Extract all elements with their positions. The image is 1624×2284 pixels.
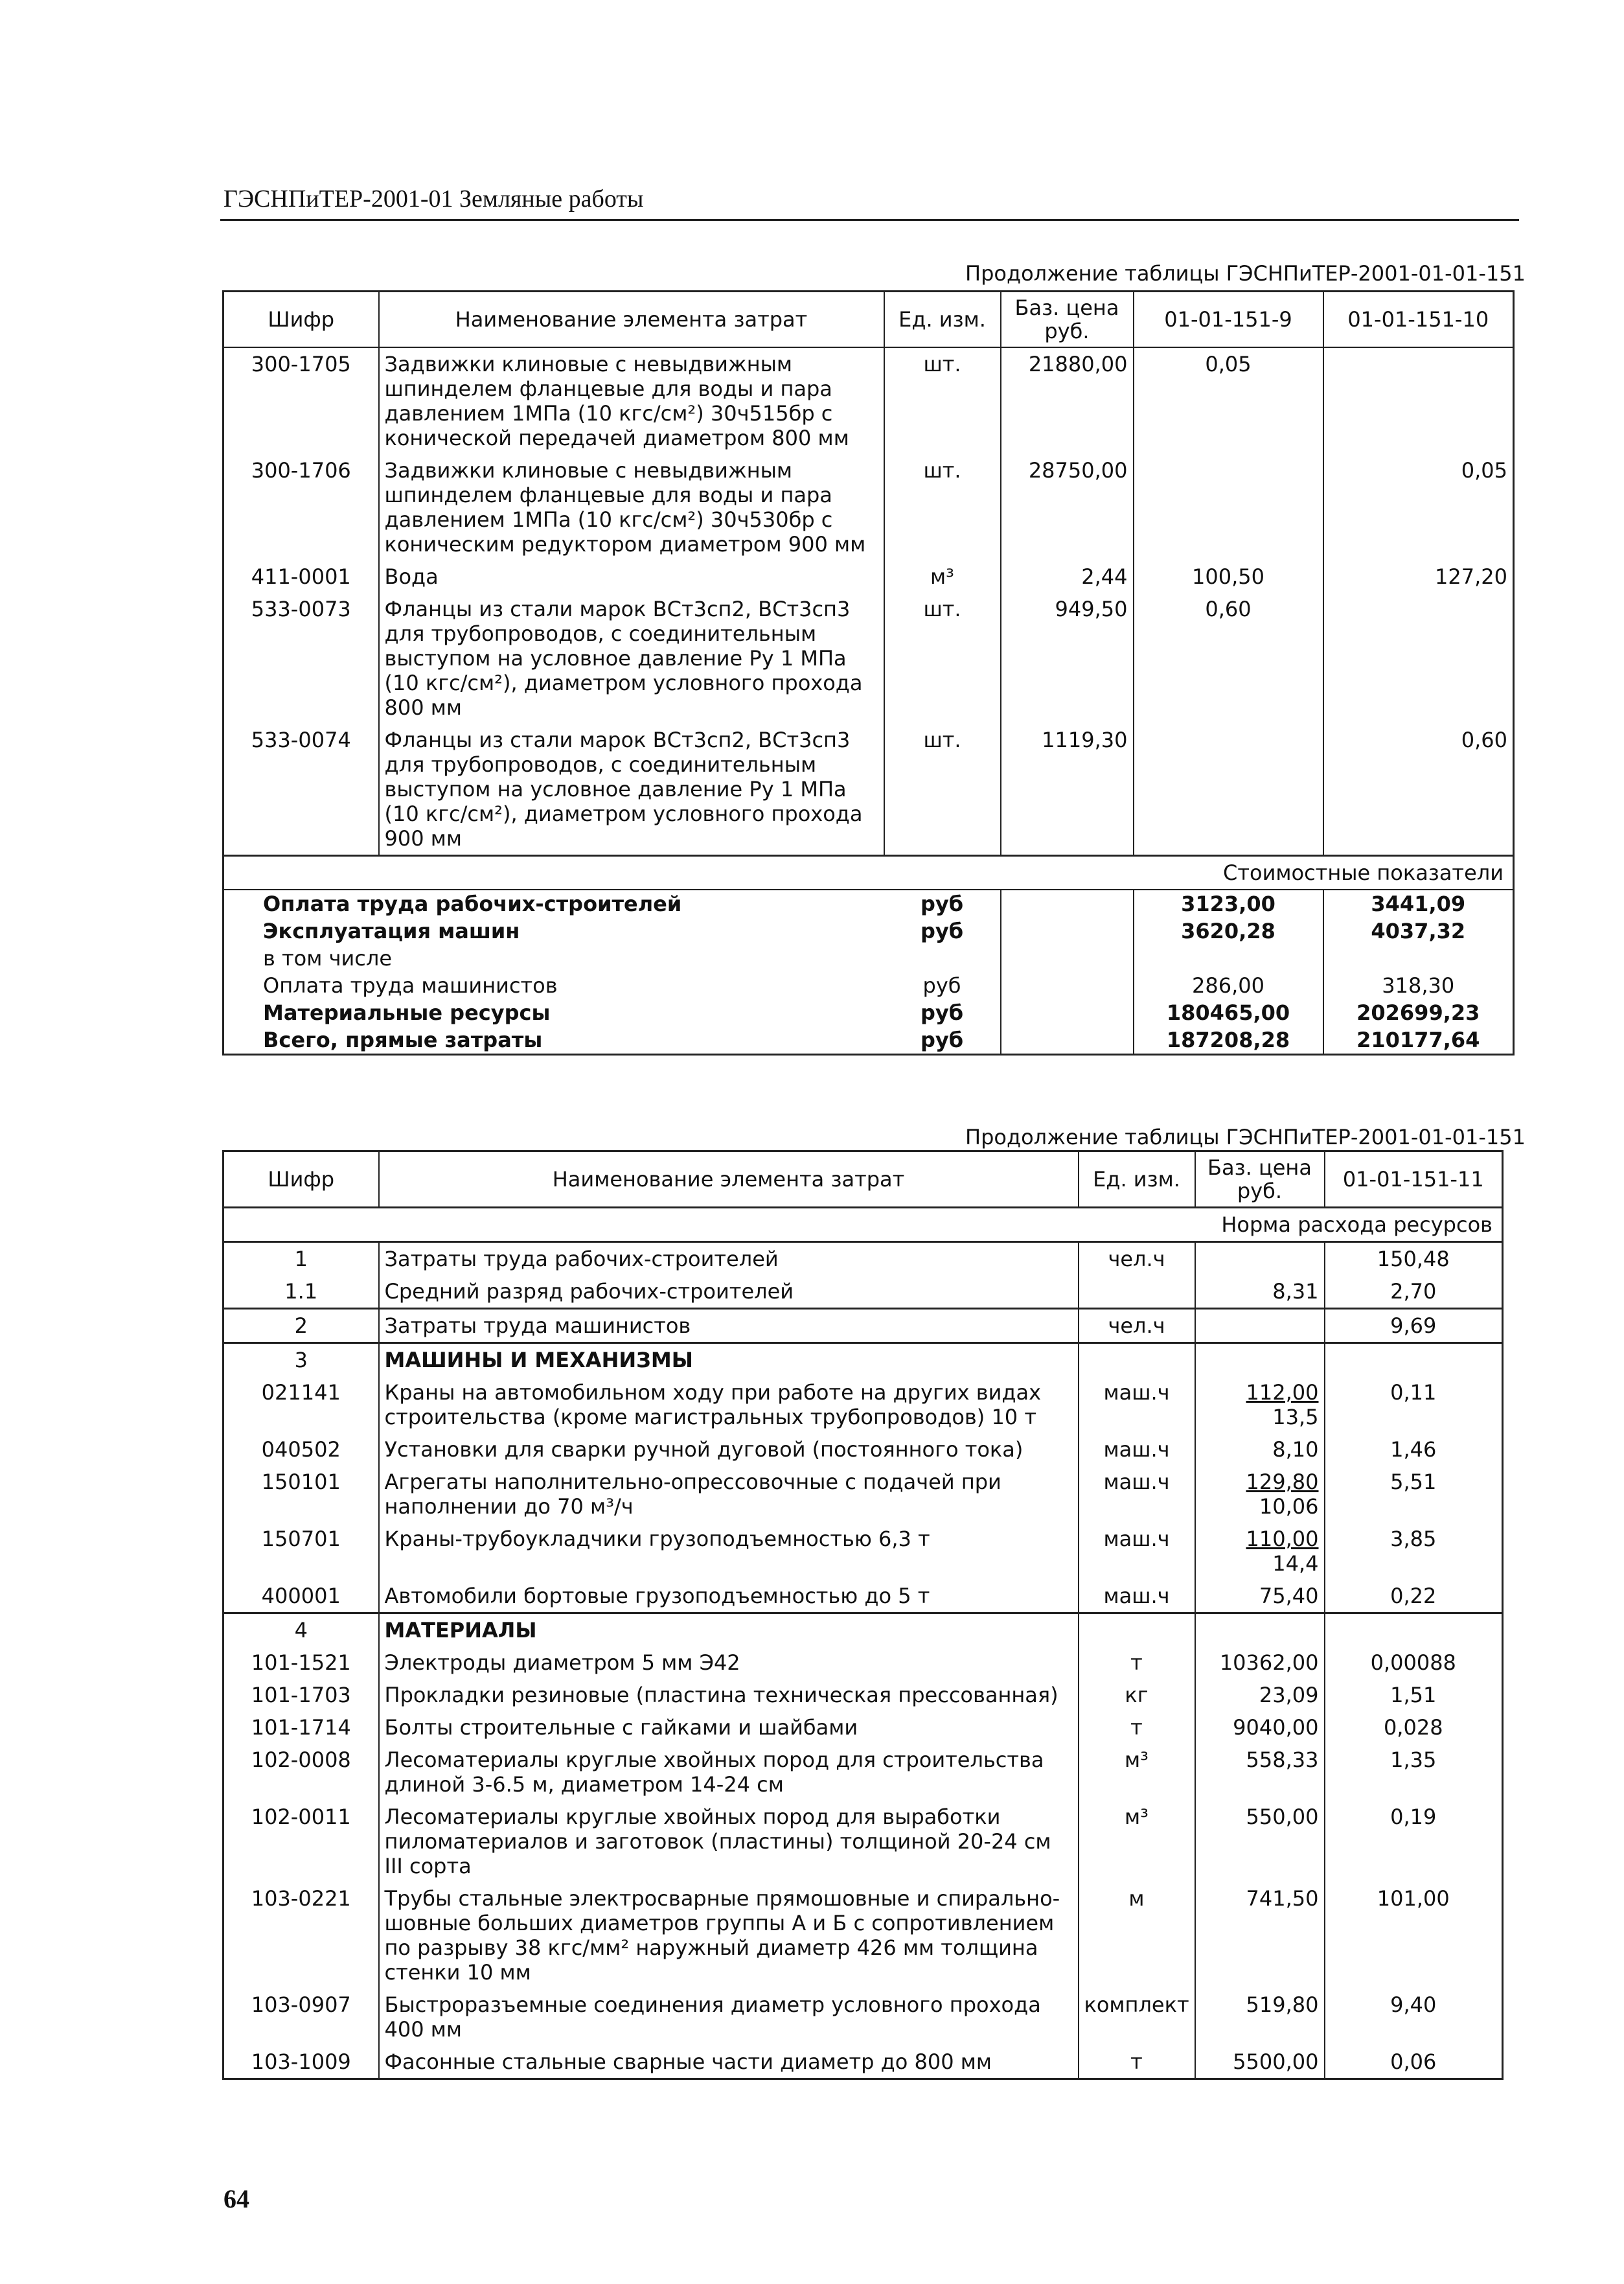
norm-value-11: 9,69	[1325, 1309, 1503, 1343]
table-row	[223, 1882, 1503, 1989]
resource-price-cell	[1195, 1466, 1325, 1523]
resource-code: 103-1009	[251, 2049, 351, 2074]
summary-unit: руб	[920, 1028, 964, 1052]
resource-code: 4	[223, 1613, 379, 1647]
table1-header-row	[223, 292, 1514, 348]
resource-name: МАТЕРИАЛЫ	[379, 1613, 1079, 1647]
resource-name: Лесоматериалы круглые хвойных пород для строительства длиной 3-6.5 м, диаметром 14-24 см	[379, 1744, 1079, 1801]
resource-price-secondary: 14,4	[1272, 1551, 1319, 1576]
resource-unit: маш.ч	[1079, 1523, 1195, 1580]
resource-price: 28750,00	[1001, 454, 1134, 560]
resource-unit: м	[1079, 1882, 1195, 1989]
summary-row	[223, 972, 1514, 999]
summary-value-10: 318,30	[1323, 972, 1514, 999]
norm-value-10: 0,05	[1323, 454, 1514, 560]
resource-name: Болты строительные с гайками и шайбами	[379, 1711, 1079, 1744]
summary-value-10: 4037,32	[1323, 917, 1514, 945]
norm-value-10	[1323, 347, 1514, 454]
table-row	[223, 1711, 1503, 1744]
table-row	[223, 724, 1514, 856]
col-header-unit: Ед. изм.	[884, 292, 1001, 348]
summary-unit: руб	[920, 892, 964, 916]
norm-value-10: 0,60	[1323, 724, 1514, 856]
norm-value-11: 0,22	[1325, 1580, 1503, 1613]
resource-name: Трубы стальные электросварные прямошовные и спирально-шовные больших диаметров группы А и Б с сопротивлением по разрыву 38 кгс/мм² наружный диаметр 426 мм толщина стенки 10 мм	[379, 1882, 1079, 1989]
resource-price: 110,00	[1246, 1527, 1319, 1551]
resource-price: 75,40	[1259, 1584, 1319, 1608]
summary-value-9: 3620,28	[1134, 917, 1323, 945]
resource-code: 150701	[261, 1527, 341, 1551]
summary-value-9: 286,00	[1134, 972, 1323, 999]
resource-price: 21880,00	[1001, 347, 1134, 454]
table-row	[223, 1275, 1503, 1309]
resource-unit: маш.ч	[1079, 1580, 1195, 1613]
resource-unit: т	[1079, 2046, 1195, 2079]
resource-price: 2,44	[1001, 560, 1134, 593]
resource-name: Лесоматериалы круглые хвойных пород для выработки пиломатериалов и заготовок (пластины) толщиной 20-24 см III сорта	[379, 1801, 1079, 1882]
resource-name: Установки для сварки ручной дуговой (постоянного тока)	[379, 1433, 1079, 1466]
resource-price: 949,50	[1001, 593, 1134, 724]
summary-unit: руб	[920, 919, 964, 943]
resource-price: 9040,00	[1233, 1715, 1319, 1740]
table-row	[223, 347, 1514, 454]
summary-empty	[1001, 1026, 1134, 1055]
resource-code: 040502	[261, 1437, 341, 1462]
norm-value-11: 0,11	[1325, 1376, 1503, 1433]
resource-code: 533-0073	[251, 597, 351, 621]
summary-value-10: 202699,23	[1323, 999, 1514, 1026]
table-row	[223, 1613, 1503, 1647]
summary-empty	[1001, 890, 1134, 917]
summary-row	[223, 890, 1514, 917]
cost-indicators-header-row	[223, 856, 1514, 890]
resource-name: Быстроразъемные соединения диаметр условного прохода 400 мм	[379, 1989, 1079, 2046]
resource-code: 300-1706	[251, 458, 351, 483]
norm-value-11: 0,06	[1325, 2046, 1503, 2079]
norm-value-11: 101,00	[1325, 1882, 1503, 1989]
resource-price-cell	[1195, 1309, 1325, 1343]
col-header-norm-10: 01-01-151-10	[1323, 292, 1514, 348]
resource-unit: маш.ч	[1079, 1466, 1195, 1523]
norm-value-11	[1325, 1613, 1503, 1647]
running-header: ГЭСНПиТЕР-2001-01 Земляные работы	[223, 185, 644, 213]
resource-name: Фланцы из стали марок ВСт3сп2, ВСт3сп3 для трубопроводов, с соединительным выступом на условное давление Ру 1 МПа (10 кгс/см²), диаметром условного прохода 900 мм	[379, 724, 884, 856]
col-header-unit: Ед. изм.	[1079, 1151, 1195, 1208]
resource-price-cell	[1195, 1580, 1325, 1613]
resource-name: Краны-трубоукладчики грузоподъемностью 6,3 т	[379, 1523, 1079, 1580]
resource-price: 8,31	[1272, 1279, 1319, 1304]
norm-value-9	[1134, 454, 1323, 560]
table2-body	[223, 1208, 1503, 2079]
resource-name: Автомобили бортовые грузоподъемностью до 5 т	[379, 1580, 1079, 1613]
resource-unit: комплект	[1079, 1989, 1195, 2046]
norm-value-11: 150,48	[1325, 1242, 1503, 1276]
col-header-price: Баз. цена руб.	[1001, 292, 1134, 348]
norm-value-11: 1,35	[1325, 1744, 1503, 1801]
norm-header-row	[223, 1208, 1503, 1242]
resource-price: 550,00	[1246, 1805, 1319, 1829]
table-row	[223, 1580, 1503, 1613]
table-row	[223, 1989, 1503, 2046]
col-header-norm-9: 01-01-151-9	[1134, 292, 1323, 348]
resource-price: 1119,30	[1001, 724, 1134, 856]
norm-value-9: 0,05	[1134, 347, 1323, 454]
summary-label: Материальные ресурсы	[263, 1000, 551, 1025]
summary-label: в том числе	[263, 946, 392, 971]
summary-empty	[1001, 999, 1134, 1026]
col-header-code: Шифр	[223, 292, 379, 348]
norm-value-9: 100,50	[1134, 560, 1323, 593]
col-header-name: Наименование элемента затрат	[379, 292, 884, 348]
summary-label: Оплата труда рабочих-строителей	[263, 892, 682, 916]
norm-value-11: 0,00088	[1325, 1646, 1503, 1679]
summary-label: Оплата труда машинистов	[263, 973, 558, 998]
summary-row	[223, 945, 1514, 972]
resource-unit: чел.ч	[1079, 1309, 1195, 1343]
resource-unit: шт.	[884, 347, 1001, 454]
resource-name: Фланцы из стали марок ВСт3сп2, ВСт3сп3 для трубопроводов, с соединительным выступом на условное давление Ру 1 МПа (10 кгс/см²), диаметром условного прохода 800 мм	[379, 593, 884, 724]
resource-price: 519,80	[1246, 1992, 1319, 2017]
resource-price-cell	[1195, 1376, 1325, 1433]
resource-unit: шт.	[884, 593, 1001, 724]
table-row	[223, 1376, 1503, 1433]
resource-unit: шт.	[884, 724, 1001, 856]
table-row	[223, 2046, 1503, 2079]
table1-body	[223, 347, 1514, 1055]
page-number: 64	[223, 2184, 249, 2213]
summary-value-10: 3441,09	[1323, 890, 1514, 917]
summary-row	[223, 1026, 1514, 1055]
resource-name: Агрегаты наполнительно-опрессовочные с подачей при наполнении до 70 м³/ч	[379, 1466, 1079, 1523]
resource-unit: м³	[1079, 1801, 1195, 1882]
resource-name: Прокладки резиновые (пластина техническая прессованная)	[379, 1679, 1079, 1711]
norm-value-11: 2,70	[1325, 1275, 1503, 1309]
resource-price-cell	[1195, 1801, 1325, 1882]
resource-code: 101-1714	[251, 1715, 351, 1740]
resource-price: 558,33	[1246, 1748, 1319, 1772]
summary-label: Всего, прямые затраты	[263, 1028, 543, 1052]
resource-unit: т	[1079, 1646, 1195, 1679]
resource-price: 112,00	[1246, 1380, 1319, 1405]
resource-code: 102-0011	[251, 1805, 351, 1829]
resource-unit	[1079, 1343, 1195, 1377]
norm-header: Норма расхода ресурсов	[223, 1208, 1503, 1242]
resource-code: 102-0008	[251, 1748, 351, 1772]
resource-price-cell	[1195, 1613, 1325, 1647]
resource-unit: маш.ч	[1079, 1376, 1195, 1433]
resource-table-2	[222, 1150, 1504, 2080]
resource-code: 1.1	[284, 1279, 318, 1304]
table-row	[223, 1801, 1503, 1882]
resource-code: 150101	[261, 1470, 341, 1494]
table-row	[223, 1679, 1503, 1711]
norm-value-10: 127,20	[1323, 560, 1514, 593]
resource-name: Задвижки клиновые с невыдвижным шпинделем фланцевые для воды и пара давлением 1МПа (10 кгс/см²) 30ч530бр с коническим редуктором диаметром 900 мм	[379, 454, 884, 560]
resource-price-secondary: 13,5	[1272, 1405, 1319, 1429]
summary-value-9: 187208,28	[1134, 1026, 1323, 1055]
resource-unit: м³	[884, 560, 1001, 593]
resource-price-cell	[1195, 1882, 1325, 1989]
resource-price-cell	[1195, 1523, 1325, 1580]
norm-value-10	[1323, 593, 1514, 724]
summary-empty	[1001, 972, 1134, 999]
norm-value-11: 1,51	[1325, 1679, 1503, 1711]
resource-name: Затраты труда рабочих-строителей	[379, 1242, 1079, 1276]
resource-price-cell	[1195, 1679, 1325, 1711]
col-header-price: Баз. цена руб.	[1195, 1151, 1325, 1208]
col-header-norm-11: 01-01-151-11	[1325, 1151, 1503, 1208]
resource-name: Электроды диаметром 5 мм Э42	[379, 1646, 1079, 1679]
resource-code: 3	[223, 1343, 379, 1377]
col-header-name: Наименование элемента затрат	[379, 1151, 1079, 1208]
norm-value-9: 0,60	[1134, 593, 1323, 724]
resource-code: 021141	[261, 1380, 341, 1405]
norm-value-9	[1134, 724, 1323, 856]
resource-unit	[1079, 1613, 1195, 1647]
norm-value-11: 0,19	[1325, 1801, 1503, 1882]
resource-unit: чел.ч	[1079, 1242, 1195, 1276]
resource-code: 103-0221	[251, 1886, 351, 1911]
norm-value-11: 1,46	[1325, 1433, 1503, 1466]
norm-value-11: 3,85	[1325, 1523, 1503, 1580]
resource-name: Задвижки клиновые с невыдвижным шпинделем фланцевые для воды и пара давлением 1МПа (10 кгс/см²) 30ч515бр с конической передачей диаметром 800 мм	[379, 347, 884, 454]
resource-price-cell	[1195, 1343, 1325, 1377]
resource-unit: т	[1079, 1711, 1195, 1744]
resource-name: Краны на автомобильном ходу при работе на других видах строительства (кроме магистральных трубопроводов) 10 т	[379, 1376, 1079, 1433]
resource-price: 5500,00	[1233, 2049, 1319, 2074]
resource-price-cell	[1195, 1646, 1325, 1679]
summary-value-9: 180465,00	[1134, 999, 1323, 1026]
summary-value-9	[1134, 945, 1323, 972]
resource-name: МАШИНЫ И МЕХАНИЗМЫ	[379, 1343, 1079, 1377]
resource-price-cell	[1195, 1433, 1325, 1466]
resource-price: 741,50	[1246, 1886, 1319, 1911]
table-row	[223, 1523, 1503, 1580]
table2-header-row	[223, 1151, 1503, 1208]
table-row	[223, 1242, 1503, 1276]
norm-value-11: 9,40	[1325, 1989, 1503, 2046]
table-row	[223, 1744, 1503, 1801]
table-row	[223, 1309, 1503, 1343]
norm-value-11	[1325, 1343, 1503, 1377]
resource-price-cell	[1195, 1744, 1325, 1801]
resource-price: 8,10	[1272, 1437, 1319, 1462]
resource-code: 103-0907	[251, 1992, 351, 2017]
summary-unit	[884, 945, 1001, 972]
summary-row	[223, 999, 1514, 1026]
resource-unit	[1079, 1275, 1195, 1309]
resource-unit: м³	[1079, 1744, 1195, 1801]
summary-label: Эксплуатация машин	[263, 919, 520, 943]
resource-name: Вода	[379, 560, 884, 593]
col-header-code: Шифр	[223, 1151, 379, 1208]
table2-continuation-label: Продолжение таблицы ГЭСНПиТЕР-2001-01-01-151	[965, 1125, 1526, 1149]
resource-price-secondary: 10,06	[1259, 1494, 1319, 1519]
resource-name: Средний разряд рабочих-строителей	[379, 1275, 1079, 1309]
table1-continuation-label: Продолжение таблицы ГЭСНПиТЕР-2001-01-01-151	[965, 261, 1526, 286]
resource-price-cell	[1195, 1711, 1325, 1744]
table-row	[223, 1466, 1503, 1523]
resource-price: 23,09	[1259, 1683, 1319, 1707]
resource-price-cell	[1195, 1275, 1325, 1309]
resource-price-cell	[1195, 2046, 1325, 2079]
resource-code: 300-1705	[251, 352, 351, 376]
table-row	[223, 1646, 1503, 1679]
resource-code: 400001	[261, 1584, 341, 1608]
resource-name: Фасонные стальные сварные части диаметр до 800 мм	[379, 2046, 1079, 2079]
resource-price-cell	[1195, 1989, 1325, 2046]
resource-name: Затраты труда машинистов	[379, 1309, 1079, 1343]
resource-code: 101-1703	[251, 1683, 351, 1707]
resource-price: 129,80	[1246, 1470, 1319, 1494]
resource-unit: маш.ч	[1079, 1433, 1195, 1466]
norm-value-11: 5,51	[1325, 1466, 1503, 1523]
table-row	[223, 1433, 1503, 1466]
resource-unit: шт.	[884, 454, 1001, 560]
resource-code: 101-1521	[251, 1650, 351, 1675]
summary-value-10	[1323, 945, 1514, 972]
resource-unit: кг	[1079, 1679, 1195, 1711]
table-row	[223, 593, 1514, 724]
summary-empty	[1001, 917, 1134, 945]
table-row	[223, 1343, 1503, 1377]
resource-code: 533-0074	[251, 728, 351, 752]
summary-unit: руб	[922, 973, 961, 998]
summary-unit: руб	[920, 1000, 964, 1025]
resource-code: 1	[223, 1242, 379, 1276]
resource-table-1	[222, 290, 1515, 1055]
summary-empty	[1001, 945, 1134, 972]
header-rule	[220, 219, 1519, 221]
resource-code: 411-0001	[251, 564, 351, 589]
resource-code: 2	[223, 1309, 379, 1343]
summary-row	[223, 917, 1514, 945]
resource-price: 10362,00	[1219, 1650, 1319, 1675]
resource-price-cell	[1195, 1242, 1325, 1276]
cost-indicators-header: Стоимостные показатели	[223, 856, 1514, 890]
norm-value-11: 0,028	[1325, 1711, 1503, 1744]
table-row	[223, 560, 1514, 593]
summary-value-10: 210177,64	[1323, 1026, 1514, 1055]
table-row	[223, 454, 1514, 560]
summary-value-9: 3123,00	[1134, 890, 1323, 917]
